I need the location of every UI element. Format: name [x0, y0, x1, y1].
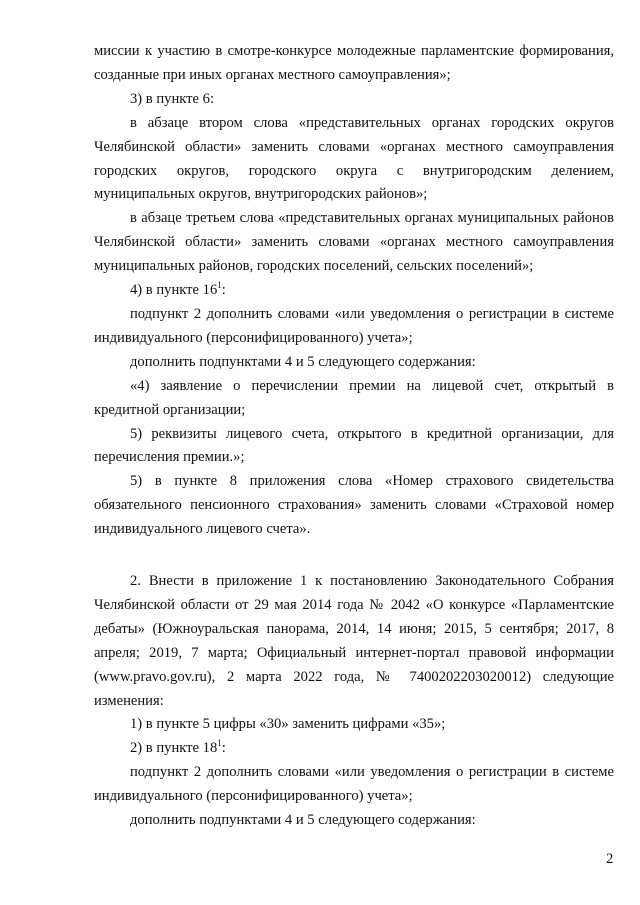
superscript: 1 [217, 280, 222, 291]
paragraph: дополнить подпунктами 4 и 5 следующего содержания: [130, 353, 476, 370]
paragraph: подпункт 2 дополнить словами «или уведомления о регистрации в системе индивидуального (персонифицированного) учета»; [94, 305, 614, 346]
paragraph: миссии к участию в смотре-конкурсе молодежные парламентские формирования, созданные при иных органах местного самоуправления»; [94, 43, 614, 83]
paragraph: в абзаце втором слова «представительных органах городских округов Челябинской области» заменить словами «органах местного самоуправления городских округов, городского округа с внутригородским делением, муниципальных округов, внутригородских районов»; [94, 114, 614, 203]
paragraph: 2. Внести в приложение 1 к постановлению Законодательного Собрания Челябинской области от 29 мая 2014 года № 2042 «О конкурсе «Парламентские дебаты» (Южноуральская панорама, 2014, 14 июня; 2015, 5 сентября; 2017, 8 апреля; 2019, 7 марта; Официальный интернет-портал правовой информации (www.pravo.gov.ru), 2 марта 2022 года, № 7400202203020012) следующие изменения: [94, 573, 614, 709]
page-number: 2 [606, 851, 614, 867]
text-block-2 [94, 570, 614, 833]
paragraph: 5) в пункте 8 приложения слова «Номер страхового свидетельства обязательного пенсионного страхования» заменить словами «Страховой номер индивидуального лицевого счета». [94, 473, 614, 538]
text-block-1 [94, 40, 614, 542]
paragraph: 1) в пункте 5 цифры «30» заменить цифрами «35»; [130, 716, 446, 733]
paragraph-text: 2) в пункте 18 [130, 740, 218, 757]
paragraph: подпункт 2 дополнить словами «или уведомления о регистрации в системе индивидуального (персонифицированного) учета»; [94, 764, 614, 805]
superscript: 1 [217, 738, 222, 749]
paragraph: дополнить подпунктами 4 и 5 следующего содержания: [130, 812, 476, 829]
paragraph-text: 4) в пункте 16 [130, 282, 218, 299]
paragraph: в абзаце третьем слова «представительных органах муниципальных районов Челябинской области» заменить словами «органах местного самоуправления муниципальных районов, городских поселений, сельских поселений»; [94, 210, 614, 275]
paragraph: 5) реквизиты лицевого счета, открытого в кредитной организации, для перечисления премии.»; [94, 425, 614, 466]
paragraph-text-end: : [221, 282, 226, 299]
paragraph: 3) в пункте 6: [130, 90, 215, 107]
paragraph [94, 279, 614, 303]
paragraph [94, 737, 614, 761]
paragraph-text-end: : [221, 740, 226, 757]
paragraph: «4) заявление о перечислении премии на лицевой счет, открытый в кредитной организации; [94, 377, 614, 418]
